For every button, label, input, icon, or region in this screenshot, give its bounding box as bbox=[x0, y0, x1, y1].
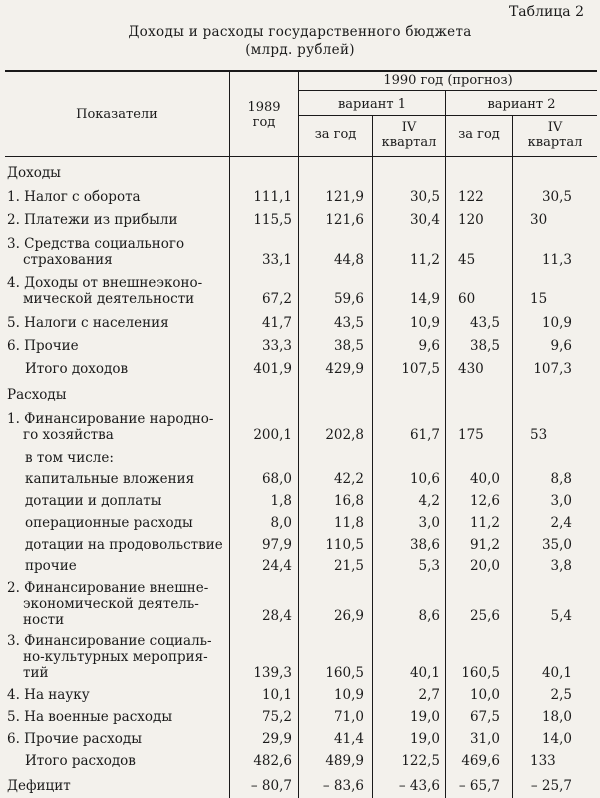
section-title: Расходы bbox=[7, 387, 67, 403]
table-title: Доходы и расходы государственного бюджета bbox=[128, 24, 472, 40]
section-title: Доходы bbox=[7, 165, 61, 181]
col-header-variant2: вариант 2 bbox=[487, 97, 556, 112]
col-header-v2-year: за год bbox=[458, 127, 500, 142]
vline-5 bbox=[512, 115, 513, 798]
hline-1990 bbox=[298, 90, 597, 91]
top-rule bbox=[5, 70, 597, 72]
col-header-indicators: Показатели bbox=[76, 107, 158, 122]
hline-variants bbox=[298, 115, 597, 116]
col-header-1990: 1990 год (прогноз) bbox=[383, 73, 513, 88]
col-header-v1-year: за год bbox=[314, 127, 357, 142]
table-subtitle: (млрд. рублей) bbox=[245, 42, 355, 58]
header-bottom-rule bbox=[5, 156, 597, 157]
col-header-variant1: вариант 1 bbox=[337, 97, 407, 112]
col-header-v1-q4: IV квартал bbox=[381, 120, 437, 150]
vline-2 bbox=[298, 70, 299, 798]
table-number: Таблица 2 bbox=[508, 4, 584, 20]
vline-1 bbox=[229, 70, 230, 798]
vline-4 bbox=[445, 90, 446, 798]
col-header-v2-q4: IV квартал bbox=[527, 120, 583, 150]
col-header-1989: 1989 год bbox=[247, 100, 281, 130]
vline-3 bbox=[372, 115, 373, 798]
